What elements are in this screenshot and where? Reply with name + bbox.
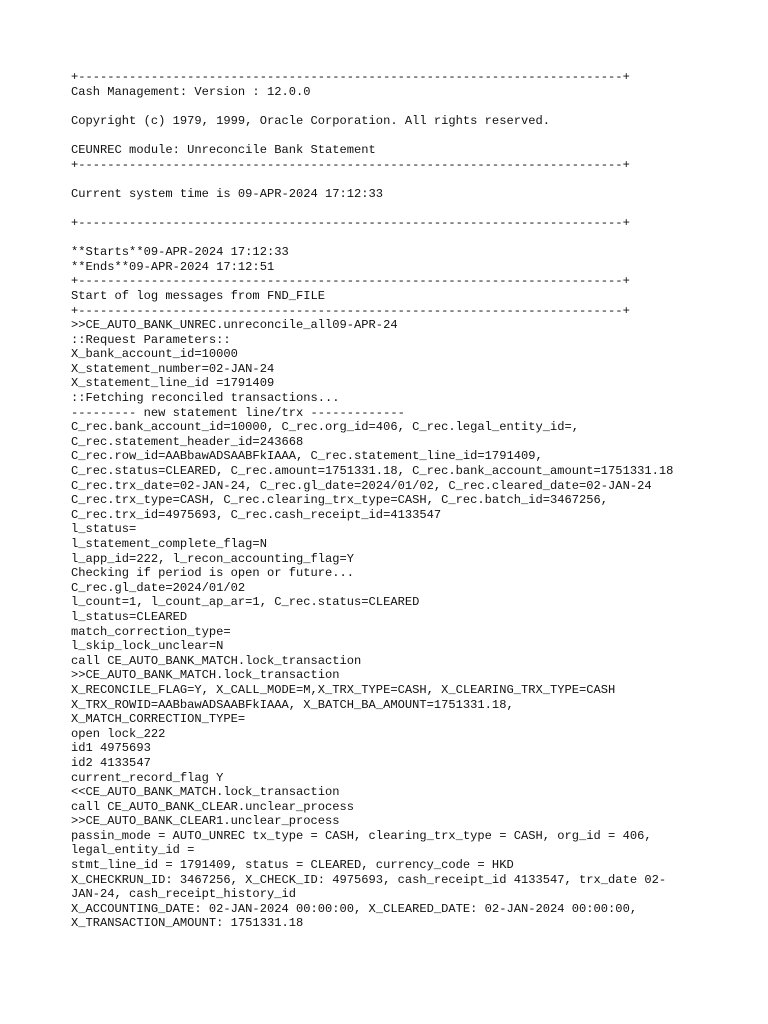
log-line: l_statement_complete_flag=N xyxy=(71,537,267,551)
log-line: l_app_id=222, l_recon_accounting_flag=Y xyxy=(71,551,355,566)
log-line: JAN-24, cash_receipt_history_id xyxy=(71,887,296,902)
log-line: >>CE_AUTO_BANK_MATCH.lock_transaction xyxy=(71,668,340,683)
log-line: Checking if period is open or future... xyxy=(71,566,355,581)
log-line: Current system time is 09-APR-2024 17:12:33 xyxy=(71,186,384,201)
log-line: C_rec.gl_date=2024/01/02 xyxy=(71,580,246,595)
log-line: call CE_AUTO_BANK_MATCH.lock_transaction xyxy=(71,653,362,668)
log-line: X_statement_number=02-JAN-24 xyxy=(71,361,275,376)
log-line: id2 4133547 xyxy=(71,755,151,770)
log-line: Start of log messages from FND_FILE xyxy=(71,288,326,303)
separator-line: +---------------------------------------------------------------------------+ xyxy=(71,70,630,84)
log-line: C_rec.statement_header_id=243668 xyxy=(71,434,304,449)
log-line: l_skip_lock_unclear=N xyxy=(71,639,224,654)
log-line: X_CHECKRUN_ID: 3467256, X_CHECK_ID: 4975693, cash_receipt_id 4133547, trx_date 02- xyxy=(71,872,667,887)
log-line: legal_entity_id = xyxy=(71,843,195,858)
log-line: X_RECONCILE_FLAG=Y, X_CALL_MODE=M,X_TRX_TYPE=CASH, X_CLEARING_TRX_TYPE=CASH xyxy=(71,682,616,697)
log-line: Cash Management: Version : 12.0.0 xyxy=(71,84,311,99)
log-line: X_bank_account_id=10000 xyxy=(71,347,238,362)
log-line: l_status= xyxy=(71,522,137,537)
log-line: Copyright (c) 1979, 1999, Oracle Corporation. All rights reserved. xyxy=(71,113,550,128)
log-line: **Starts**09-APR-2024 17:12:33 xyxy=(71,245,289,260)
log-line: ::Request Parameters:: xyxy=(71,332,231,347)
log-line: X_ACCOUNTING_DATE: 02-JAN-2024 00:00:00, X_CLEARED_DATE: 02-JAN-2024 00:00:00, xyxy=(71,901,638,916)
log-line: l_count=1, l_count_ap_ar=1, C_rec.status=CLEARED xyxy=(71,595,420,610)
log-line: open lock_222 xyxy=(71,726,166,741)
blank-line xyxy=(71,231,761,246)
log-line: >>CE_AUTO_BANK_UNREC.unreconcile_all09-APR-24 xyxy=(71,318,398,333)
log-line: --------- new statement line/trx ------------- xyxy=(71,405,405,420)
log-line: X_TRX_ROWID=AABbawADSAABFkIAAA, X_BATCH_BA_AMOUNT=1751331.18, xyxy=(71,697,514,712)
separator-line: +---------------------------------------------------------------------------+ xyxy=(71,274,630,289)
log-line: passin_mode = AUTO_UNREC tx_type = CASH, clearing_trx_type = CASH, org_id = 406, xyxy=(71,828,652,843)
separator-line: +---------------------------------------------------------------------------+ xyxy=(71,157,630,172)
log-line: <<CE_AUTO_BANK_MATCH.lock_transaction xyxy=(71,785,340,800)
blank-line xyxy=(71,172,761,187)
log-line: C_rec.status=CLEARED, C_rec.amount=1751331.18, C_rec.bank_account_amount=1751331.18 xyxy=(71,464,674,479)
log-line: C_rec.row_id=AABbawADSAABFkIAAA, C_rec.statement_line_id=1791409, xyxy=(71,449,543,464)
log-line: l_status=CLEARED xyxy=(71,609,188,624)
blank-line xyxy=(71,128,761,143)
log-line: X_MATCH_CORRECTION_TYPE= xyxy=(71,712,246,727)
log-line: ::Fetching reconciled transactions... xyxy=(71,391,340,406)
blank-line xyxy=(71,201,761,216)
log-document xyxy=(71,70,761,931)
log-line: C_rec.trx_date=02-JAN-24, C_rec.gl_date=2024/01/02, C_rec.cleared_date=02-JAN-24 xyxy=(71,478,652,493)
separator-line: +---------------------------------------------------------------------------+ xyxy=(71,303,630,318)
blank-line xyxy=(71,99,761,114)
log-line: stmt_line_id = 1791409, status = CLEARED, currency_code = HKD xyxy=(71,858,514,873)
log-line: id1 4975693 xyxy=(71,741,151,756)
log-line: current_record_flag Y xyxy=(71,770,224,785)
log-line: C_rec.trx_id=4975693, C_rec.cash_receipt_id=4133547 xyxy=(71,507,442,522)
log-line: >>CE_AUTO_BANK_CLEAR1.unclear_process xyxy=(71,814,340,829)
log-line: X_TRANSACTION_AMOUNT: 1751331.18 xyxy=(71,916,304,931)
separator-line: +---------------------------------------------------------------------------+ xyxy=(71,215,630,230)
log-line: C_rec.bank_account_id=10000, C_rec.org_id=406, C_rec.legal_entity_id=, xyxy=(71,420,580,435)
log-line: X_statement_line_id =1791409 xyxy=(71,376,275,391)
log-line: C_rec.trx_type=CASH, C_rec.clearing_trx_type=CASH, C_rec.batch_id=3467256, xyxy=(71,493,609,508)
log-line: **Ends**09-APR-2024 17:12:51 xyxy=(71,259,275,274)
log-line: call CE_AUTO_BANK_CLEAR.unclear_process xyxy=(71,799,355,814)
log-line: CEUNREC module: Unreconcile Bank Statement xyxy=(71,142,376,157)
log-line: match_correction_type= xyxy=(71,624,231,639)
